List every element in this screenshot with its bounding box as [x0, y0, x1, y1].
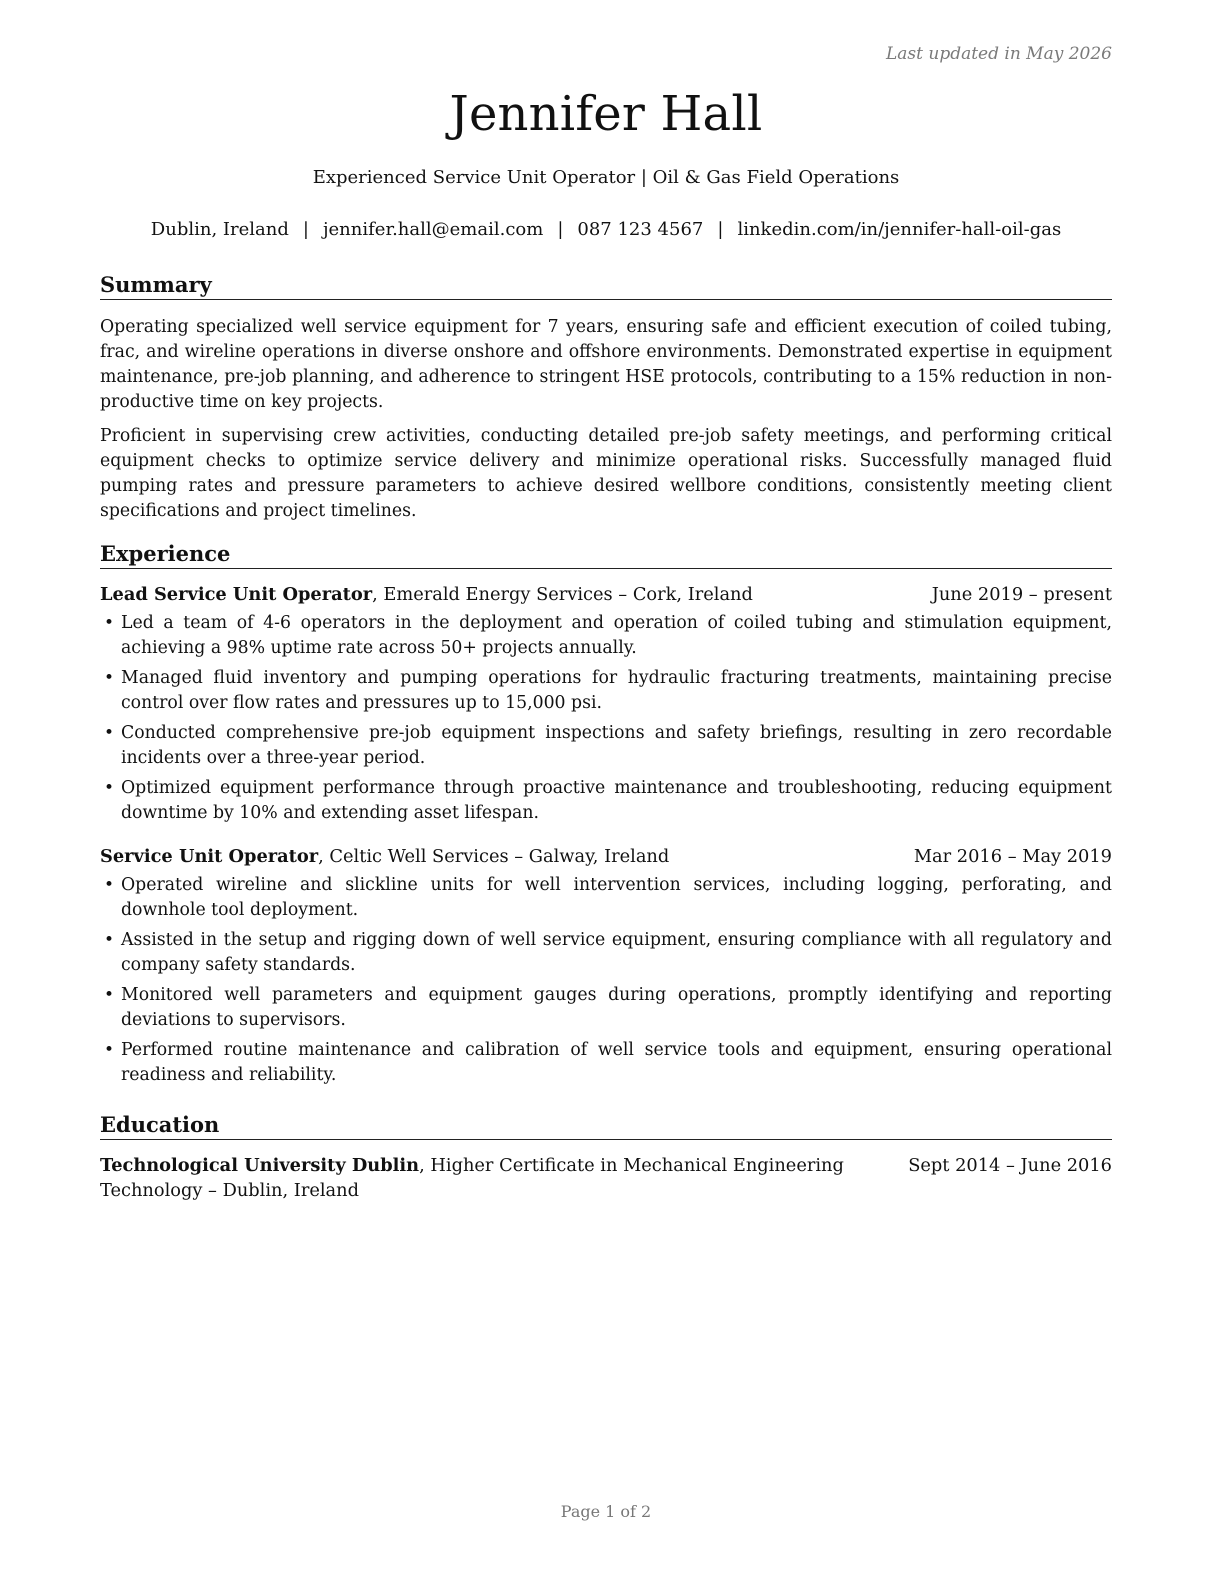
list-item: • Assisted in the setup and rigging down of well service equipment, ensuring compliance with all regulatory and company safety standards. — [104, 930, 1112, 975]
page-number: Page 1 of 2 — [560, 1502, 652, 1521]
bullet-icon: • — [104, 875, 115, 895]
list-item: • Led a team of 4-6 operators in the deployment and operation of coiled tubing and stimulation equipment, achieving a 98% uptime rate across 50+ projects annually. — [104, 613, 1112, 658]
summary-paragraph: Operating specialized well service equipment for 7 years, ensuring safe and efficient execution of coiled tubing, frac, and wireline operations in diverse onshore and offshore environments. Demonstrated expertise in equipment maintenance, pre-job planning, and adherence to stringent HSE protocols, contributing to a 15% reduction in non-productive time on key projects. — [100, 317, 1112, 412]
section-title-education: Education — [100, 1112, 1112, 1140]
contact-separator: | — [557, 219, 564, 240]
contact-line — [100, 219, 1112, 240]
section-title-summary: Summary — [100, 272, 1112, 300]
summary-section — [100, 272, 1112, 524]
contact-separator: | — [302, 219, 309, 240]
job-role: Service Unit Operator — [100, 846, 319, 867]
job-role: Lead Service Unit Operator — [100, 584, 373, 605]
list-item: • Optimized equipment performance through proactive maintenance and troubleshooting, reducing equipment downtime by 10% and extending asset lifespan. — [104, 778, 1112, 823]
experience-section — [100, 541, 1112, 1093]
job-company: , Emerald Energy Services – Cork, Ireland — [372, 584, 753, 605]
contact-email[interactable]: jennifer.hall@email.com — [322, 219, 544, 240]
bullet-icon: • — [104, 668, 115, 688]
bullet-icon: • — [104, 985, 115, 1005]
contact-phone[interactable]: 087 123 4567 — [577, 219, 704, 240]
job-company: , Celtic Well Services – Galway, Ireland — [318, 846, 670, 867]
job-dates: Mar 2016 – May 2019 — [913, 846, 1112, 867]
section-title-experience: Experience — [100, 541, 1112, 569]
last-updated: Last updated in May 2026 — [885, 44, 1112, 64]
education-section — [100, 1112, 1112, 1203]
job-entry — [100, 582, 1112, 826]
job-dates: June 2019 – present — [931, 584, 1112, 605]
contact-separator: | — [717, 219, 724, 240]
list-item: • Performed routine maintenance and calibration of well service tools and equipment, ensuring operational readiness and reliability. — [104, 1040, 1112, 1085]
bullet-icon: • — [104, 778, 115, 798]
job-header — [100, 844, 1112, 869]
bullet-icon: • — [104, 930, 115, 950]
contact-location: Dublin, Ireland — [150, 219, 289, 240]
summary-paragraph: Proficient in supervising crew activities, conducting detailed pre-job safety meetings, and performing critical equipment checks to optimize service delivery and minimize operational risks. Successfully managed fluid pumping rates and pressure parameters to achieve desired wellbore conditions, consistently meeting client specifications and project timelines. — [100, 426, 1112, 521]
school-name: Technological University Dublin — [100, 1155, 420, 1176]
list-item: • Operated wireline and slickline units for well intervention services, including logging, perforating, and downhole tool deployment. — [104, 875, 1112, 920]
list-item: • Monitored well parameters and equipment gauges during operations, promptly identifying and reporting deviations to supervisors. — [104, 985, 1112, 1030]
bullet-icon: • — [104, 613, 115, 633]
education-detail: , Higher Certificate in Mechanical Engineering Technology – Dublin, Ireland — [100, 1155, 844, 1201]
job-bullets — [100, 873, 1112, 1088]
list-item: • Conducted comprehensive pre-job equipment inspections and safety briefings, resulting in zero recordable incidents over a three-year period. — [104, 723, 1112, 768]
list-item: • Managed fluid inventory and pumping operations for hydraulic fracturing treatments, maintaining precise control over flow rates and pressures up to 15,000 psi. — [104, 668, 1112, 713]
bullet-icon: • — [104, 723, 115, 743]
contact-linkedin[interactable]: linkedin.com/in/jennifer-hall-oil-gas — [737, 219, 1062, 240]
job-header — [100, 582, 1112, 607]
job-entry — [100, 844, 1112, 1088]
job-bullets — [100, 611, 1112, 826]
resume-page — [100, 0, 1112, 1584]
education-entry — [100, 1153, 1112, 1203]
tagline: Experienced Service Unit Operator | Oil & Gas Field Operations — [312, 167, 900, 188]
candidate-name: Jennifer Hall — [449, 86, 763, 142]
education-dates: Sept 2014 – June 2016 — [908, 1155, 1112, 1176]
bullet-icon: • — [104, 1040, 115, 1060]
